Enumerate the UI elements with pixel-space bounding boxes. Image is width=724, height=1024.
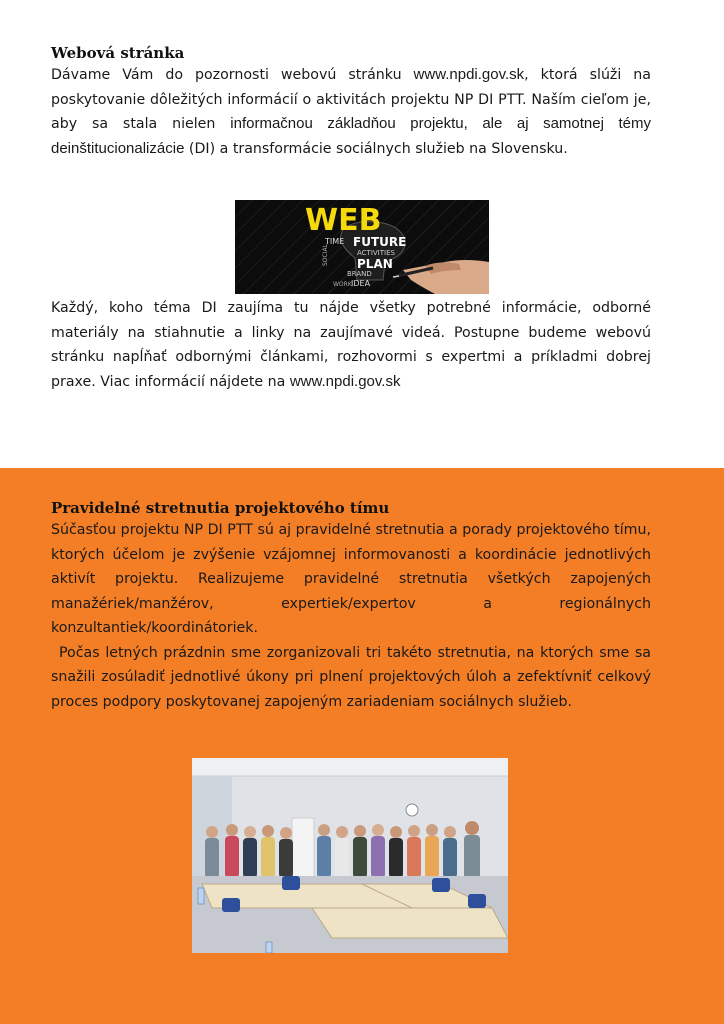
- meetings-paragraph-2: Počas letných prázdnin sme zorganizovali tri takéto stretnutia, na ktorých sme sa snažili zosúladiť jednotlivé úkony pri plnení projektových úloh a zefektívniť celkový proces podpory poskytovanej zapojeným zariadeniam sociálnych služieb.: [51, 644, 651, 710]
- website-emphasis: informačnou základňou projektu, ale aj samotnej témy deinštitucionalizácie: [51, 115, 651, 157]
- website-paragraph-2: [51, 296, 651, 394]
- website-url-link[interactable]: www.npdi.gov.sk: [413, 66, 525, 83]
- word-plan: PLAN: [357, 257, 393, 271]
- section-heading-website: Webová stránka: [51, 44, 185, 62]
- section-heading-meetings: Pravidelné stretnutia projektového tímu: [51, 499, 390, 517]
- web-illustration-image: [235, 200, 489, 294]
- website-text: , ktorá slúži na poskytovanie dôležitých informácií o aktivitách projektu NP DI PTT. Naším cieľom je, aby sa stala nielen: [51, 67, 651, 132]
- website-text-end: (DI) a transformácie sociálnych služieb na Slovensku.: [184, 140, 568, 157]
- team-meeting-photo: [192, 758, 508, 953]
- meetings-paragraph-1: Súčasťou projektu NP DI PTT sú aj pravidelné stretnutia a porady projektového tímu, ktorých účelom je zvýšenie vzájomnej informovanosti a koordinácie jednotlivých aktivít projektu. Realizujeme pravidelné stretnutia všetkých zapojených manažériek/manžérov, expertiek/expertov a regionálnych konzultantiek/koordinátoriek.: [51, 522, 651, 636]
- web-illustration-graphic: [235, 200, 489, 294]
- word-time: TIME: [325, 237, 345, 246]
- word-activities: ACTIVITIES: [357, 249, 395, 257]
- web-word: WEB: [305, 203, 382, 238]
- word-social: SOCIAL: [322, 244, 329, 266]
- word-idea: IDEA: [351, 279, 371, 288]
- meetings-text: [51, 518, 651, 714]
- website-para2-text: Každý, koho téma DI zaujíma tu nájde všetky potrebné informácie, odborné materiály na stiahnutie a linky na zaujímavé videá. Postupne budeme webovú stránku napĺňať odbornými článkami, rozhovormi s expertmi a príkladmi dobrej praxe. Viac informácií nájdete na: [51, 300, 651, 390]
- word-work: WORK: [333, 281, 352, 288]
- word-brand: BRAND: [347, 270, 372, 278]
- team-photo-graphic: [192, 758, 508, 953]
- website-intro: Dávame Vám do pozornosti webovú stránku: [51, 67, 414, 83]
- website-paragraph: [51, 63, 651, 161]
- word-future: FUTURE: [353, 235, 407, 249]
- website-url-link-2[interactable]: www.npdi.gov.sk: [289, 372, 401, 390]
